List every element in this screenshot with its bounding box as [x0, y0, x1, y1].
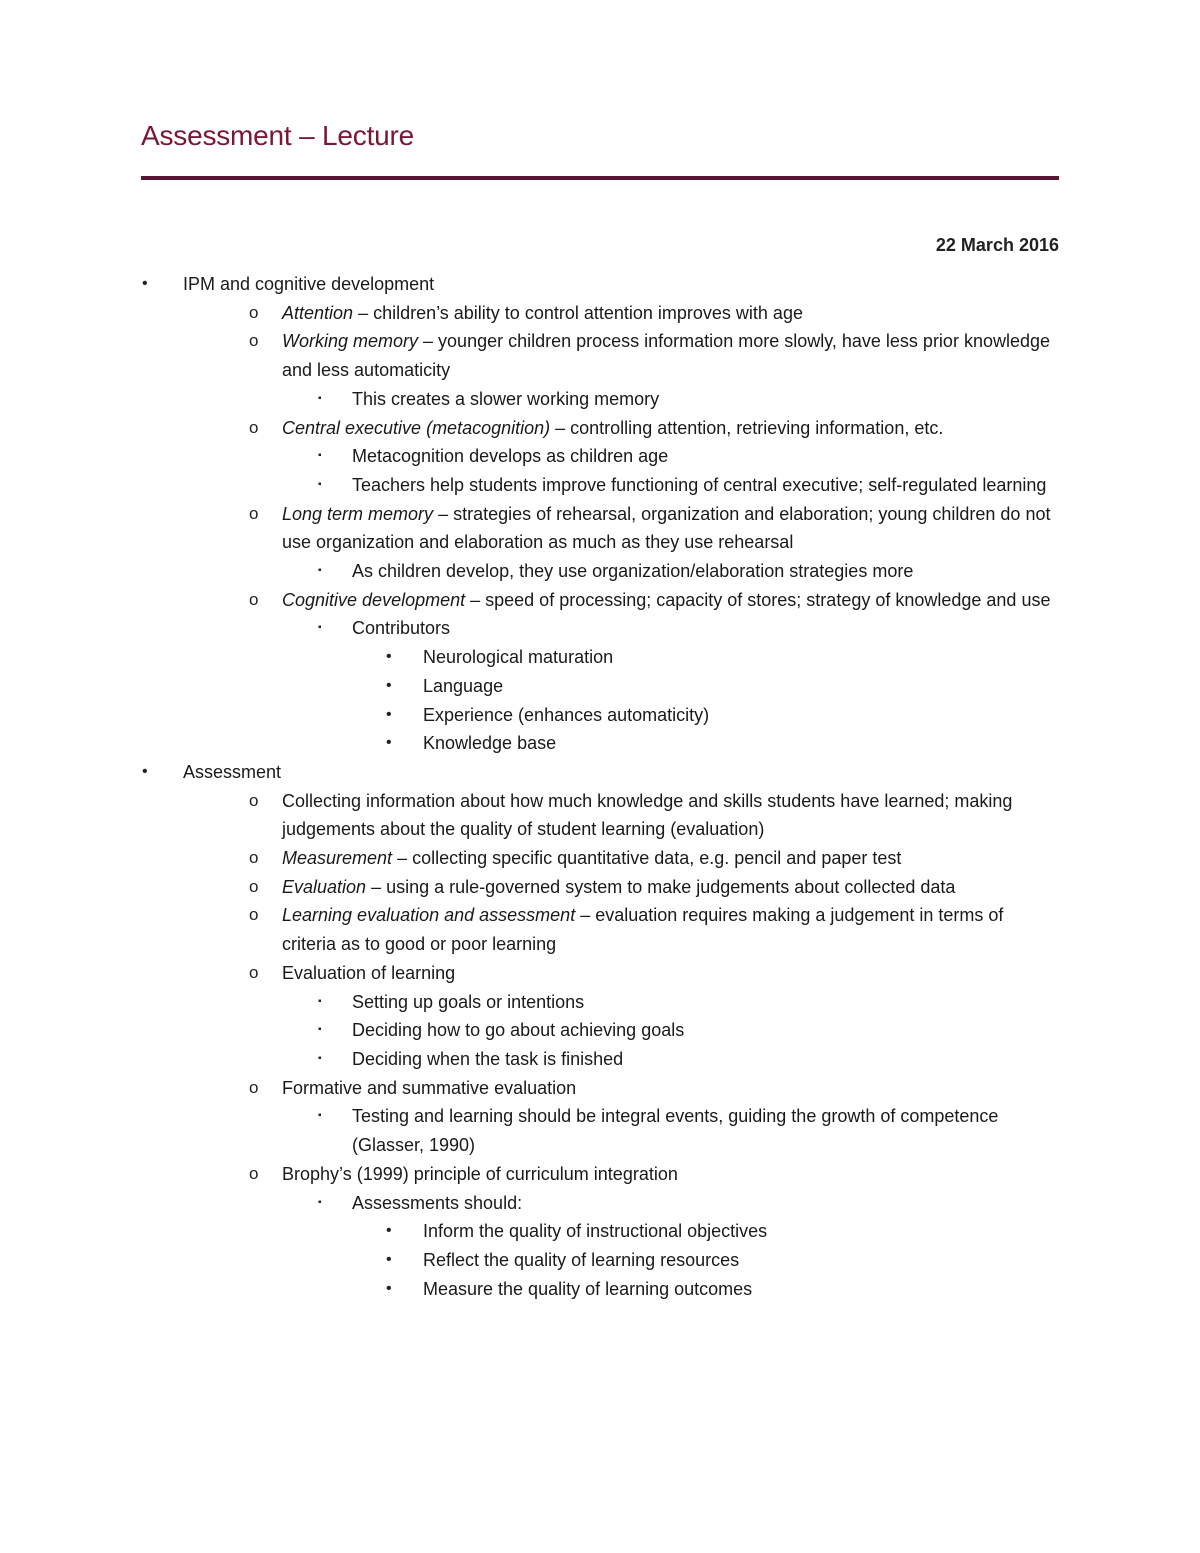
square-bullet-icon: ▪ — [318, 622, 322, 634]
list-item — [0, 270, 1200, 299]
item-text: Central executive (metacognition) – controlling attention, retrieving information, etc. — [282, 417, 944, 438]
circle-bullet-icon: o — [249, 905, 259, 925]
list-item — [0, 1246, 1200, 1275]
bullet-icon: • — [386, 1279, 392, 1297]
item-term: Central executive (metacognition) — [282, 417, 551, 438]
page-title: Assessment – Lecture — [141, 120, 415, 151]
circle-bullet-icon: o — [249, 331, 259, 351]
item-text: Language — [423, 675, 504, 696]
list-item — [0, 643, 1200, 672]
item-text: Learning evaluation and assessment – evaluation requires making a judgement in terms of criteria as to good or poor learning — [282, 905, 1004, 955]
item-text: As children develop, they use organization/elaboration strategies more — [352, 561, 914, 582]
list-item — [0, 729, 1200, 758]
item-text: Assessment — [183, 761, 282, 782]
item-term: Long term memory — [282, 503, 434, 524]
list-item — [0, 758, 1200, 787]
circle-bullet-icon: o — [249, 302, 259, 322]
item-term: Working memory — [282, 331, 419, 352]
list-item — [0, 701, 1200, 730]
circle-bullet-icon: o — [249, 503, 259, 523]
item-text: Measure the quality of learning outcomes — [423, 1278, 753, 1299]
item-text: Inform the quality of instructional objectives — [423, 1221, 768, 1242]
list-item — [0, 787, 1200, 844]
bullet-icon: • — [386, 648, 392, 666]
item-text: Knowledge base — [423, 733, 557, 754]
circle-bullet-icon: o — [249, 876, 259, 896]
item-text: Brophy’s (1999) principle of curriculum integration — [282, 1163, 678, 1184]
item-text: Contributors — [352, 618, 451, 639]
bullet-icon: • — [386, 705, 392, 723]
list-item — [0, 299, 1200, 328]
square-bullet-icon: ▪ — [318, 478, 322, 490]
item-text: Assessments should: — [352, 1192, 523, 1213]
item-text: Reflect the quality of learning resources — [423, 1249, 740, 1270]
list-item — [0, 959, 1200, 988]
list-item — [0, 557, 1200, 586]
item-text: IPM and cognitive development — [183, 274, 435, 294]
list-item — [0, 901, 1200, 958]
item-text: Measurement – collecting specific quantitative data, e.g. pencil and paper test — [282, 848, 902, 869]
list-item — [0, 414, 1200, 443]
item-text: Working memory – younger children process information more slowly, have less prior knowledge and less automaticity — [282, 331, 1050, 381]
bullet-icon: • — [142, 275, 148, 292]
square-bullet-icon: ▪ — [318, 565, 322, 577]
circle-bullet-icon: o — [249, 962, 259, 982]
item-term: Learning evaluation and assessment — [282, 905, 576, 926]
item-text: Experience (enhances automaticity) — [423, 704, 710, 725]
bullet-icon: • — [386, 734, 392, 752]
circle-bullet-icon: o — [249, 1163, 259, 1183]
list-item — [0, 327, 1200, 384]
item-text: Metacognition develops as children age — [352, 446, 669, 467]
item-term: Evaluation — [282, 876, 367, 897]
square-bullet-icon: ▪ — [318, 1052, 322, 1064]
list-item — [0, 1102, 1200, 1159]
item-text: Deciding how to go about achieving goals — [352, 1020, 685, 1041]
square-bullet-icon: ▪ — [318, 995, 322, 1007]
item-text: Formative and summative evaluation — [282, 1077, 577, 1098]
list-item — [0, 672, 1200, 701]
list-item — [0, 1275, 1200, 1304]
list-item — [0, 873, 1200, 902]
square-bullet-icon: ▪ — [318, 1196, 322, 1208]
item-text: Attention – children’s ability to control attention improves with age — [282, 302, 803, 323]
title-rule — [141, 176, 1059, 180]
list-item — [0, 1074, 1200, 1103]
square-bullet-icon: ▪ — [318, 392, 322, 404]
list-item — [0, 1217, 1200, 1246]
item-text: Teachers help students improve functioning of central executive; self-regulated learning — [352, 474, 1047, 495]
list-item — [0, 586, 1200, 615]
item-text: Collecting information about how much knowledge and skills students have learned; making judgements about the quality of student learning (evaluation) — [282, 790, 1013, 840]
item-text: Testing and learning should be integral events, guiding the growth of competence (Glasser, 1990) — [352, 1106, 999, 1156]
circle-bullet-icon: o — [249, 1077, 259, 1097]
list-item — [0, 442, 1200, 471]
list-item — [0, 471, 1200, 500]
square-bullet-icon: ▪ — [318, 450, 322, 462]
item-text: Cognitive development – speed of processing; capacity of stores; strategy of knowledge and use — [282, 589, 1051, 610]
list-item — [0, 500, 1200, 557]
item-term: Measurement — [282, 848, 393, 869]
item-text: This creates a slower working memory — [352, 388, 660, 409]
item-text: Evaluation – using a rule-governed system to make judgements about collected data — [282, 876, 956, 897]
item-term: Cognitive development — [282, 589, 466, 610]
item-text: Deciding when the task is finished — [352, 1048, 624, 1069]
list-item — [0, 844, 1200, 873]
item-term: Attention — [282, 302, 354, 323]
list-item — [0, 614, 1200, 643]
item-text: Setting up goals or intentions — [352, 991, 585, 1012]
lecture-date: 22 March 2016 — [935, 235, 1059, 255]
bullet-icon: • — [386, 1222, 392, 1240]
list-item — [0, 1160, 1200, 1189]
list-item — [0, 385, 1200, 414]
bullet-icon: • — [142, 762, 148, 780]
notes-list — [0, 270, 1200, 1303]
square-bullet-icon: ▪ — [318, 1024, 322, 1036]
item-text: Long term memory – strategies of rehearsal, organization and elaboration; young children do not use organization and elaboration as much as they use rehearsal — [282, 503, 1051, 553]
list-item — [0, 1045, 1200, 1074]
item-text: Neurological maturation — [423, 647, 614, 668]
circle-bullet-icon: o — [249, 790, 259, 810]
square-bullet-icon: ▪ — [318, 1110, 322, 1122]
item-text: Evaluation of learning — [282, 962, 456, 983]
circle-bullet-icon: o — [249, 417, 259, 437]
list-item — [0, 988, 1200, 1017]
circle-bullet-icon: o — [249, 589, 259, 609]
list-item — [0, 1189, 1200, 1218]
list-item — [0, 1016, 1200, 1045]
bullet-icon: • — [386, 1250, 392, 1268]
circle-bullet-icon: o — [249, 848, 259, 868]
bullet-icon: • — [386, 676, 392, 694]
